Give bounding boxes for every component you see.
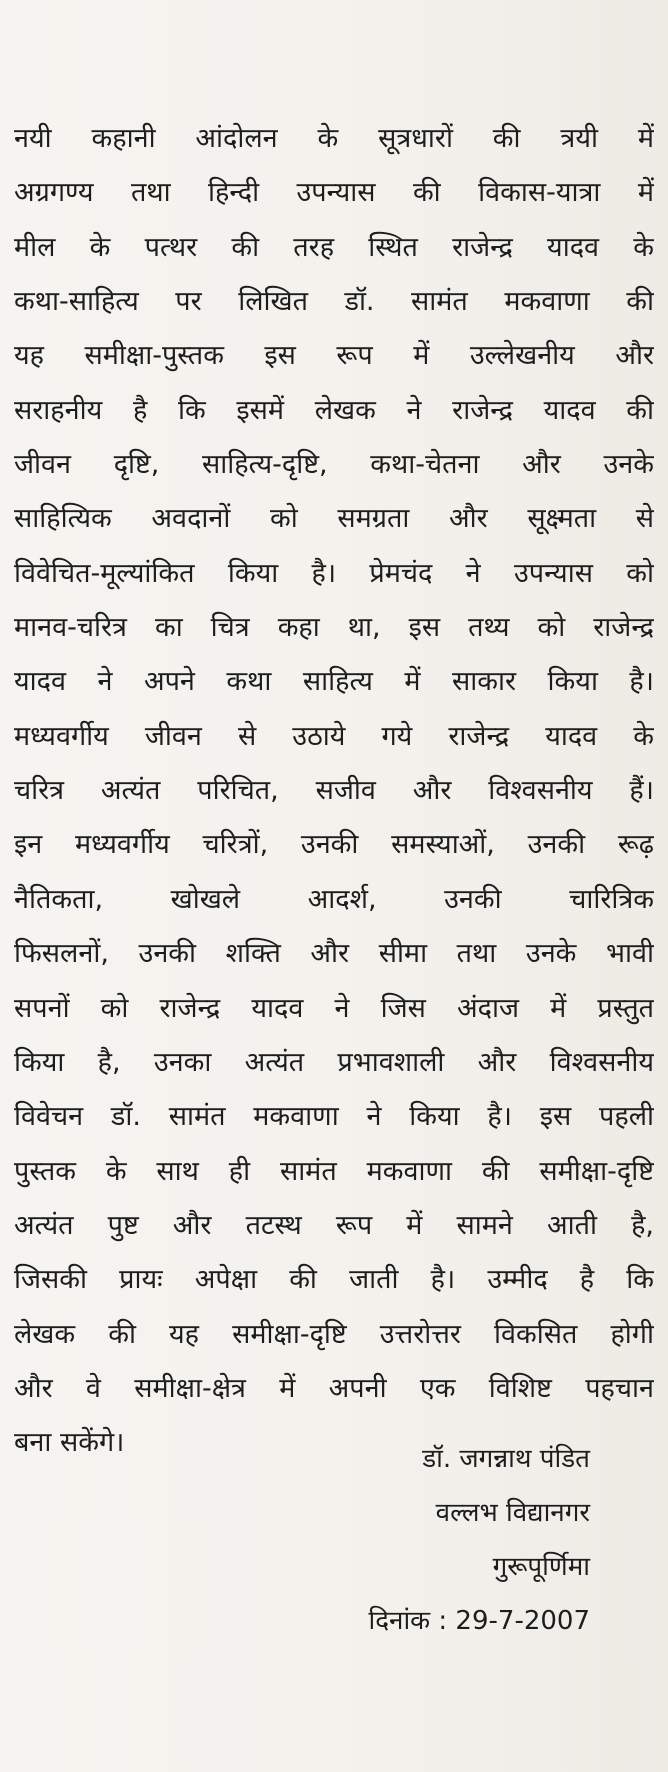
paragraph-line-5: यह समीक्षा-पुस्तक इस रूप में उल्लेखनीय और — [14, 340, 654, 372]
author-place: वल्लभ विद्यानगर — [435, 1498, 590, 1528]
paragraph-line-2: अग्रगण्य तथा हिन्दी उपन्यास की विकास-यात्रा में — [14, 177, 654, 209]
occasion: गुरूपूर्णिमा — [492, 1552, 590, 1582]
paragraph-line-12: मध्यवर्गीय जीवन से उठाये गये राजेन्द्र यादव के — [14, 720, 654, 752]
paragraph-line-9: विवेचित-मूल्यांकित किया है। प्रेमचंद ने उपन्यास को — [14, 557, 654, 589]
paragraph-line-6: सराहनीय है कि इसमें लेखक ने राजेन्द्र यादव की — [14, 394, 654, 426]
paragraph-line-11: यादव ने अपने कथा साहित्य में साकार किया है। — [14, 666, 654, 698]
paragraph-line-10: मानव-चरित्र का चित्र कहा था, इस तथ्य को राजेन्द्र — [14, 612, 654, 644]
paragraph-line-17: सपनों को राजेन्द्र यादव ने जिस अंदाज में प्रस्तुत — [14, 992, 654, 1024]
paragraph-line-24: और वे समीक्षा-क्षेत्र में अपनी एक विशिष्ट पहचान — [14, 1372, 654, 1404]
author-name: डॉ. जगन्नाथ पंडित — [422, 1444, 590, 1474]
signature-block — [300, 1432, 590, 1648]
body-paragraph — [14, 112, 654, 1471]
paragraph-line-14: इन मध्यवर्गीय चरित्रों, उनकी समस्याओं, उनकी रूढ़ — [14, 829, 654, 861]
paragraph-line-21: अत्यंत पुष्ट और तटस्थ रूप में सामने आती है, — [14, 1209, 654, 1241]
paragraph-line-13: चरित्र अत्यंत परिचित, सजीव और विश्वसनीय हैं। — [14, 775, 654, 807]
paragraph-line-1: नयी कहानी आंदोलन के सूत्रधारों की त्रयी में — [14, 123, 654, 154]
paragraph-line-15: नैतिकता, खोखले आदर्श, उनकी चारित्रिक — [14, 883, 654, 915]
paragraph-line-23: लेखक की यह समीक्षा-दृष्टि उत्तरोत्तर विकसित होगी — [14, 1318, 654, 1350]
paragraph-line-8: साहित्यिक अवदानों को समग्रता और सूक्ष्मता से — [14, 503, 654, 535]
paragraph-line-3: मील के पत्थर की तरह स्थित राजेन्द्र यादव के — [14, 231, 654, 263]
paragraph-line-7: जीवन दृष्टि, साहित्य-दृष्टि, कथा-चेतना और उनके — [14, 449, 654, 481]
date: दिनांक : 29-7-2007 — [368, 1606, 590, 1636]
paragraph-line-4: कथा-साहित्य पर लिखित डॉ. सामंत मकवाणा की — [14, 286, 654, 318]
paragraph-line-16: फिसलनों, उनकी शक्ति और सीमा तथा उनके भावी — [14, 938, 654, 970]
paragraph-line-25: बना सकेंगे। — [14, 1427, 125, 1459]
paragraph-line-18: किया है, उनका अत्यंत प्रभावशाली और विश्वसनीय — [14, 1046, 654, 1078]
paragraph-line-22: जिसकी प्रायः अपेक्षा की जाती है। उम्मीद है कि — [14, 1264, 654, 1296]
paragraph-line-19: विवेचन डॉ. सामंत मकवाणा ने किया है। इस पहली — [14, 1101, 654, 1133]
paragraph-line-20: पुस्तक के साथ ही सामंत मकवाणा की समीक्षा-दृष्टि — [14, 1155, 654, 1187]
